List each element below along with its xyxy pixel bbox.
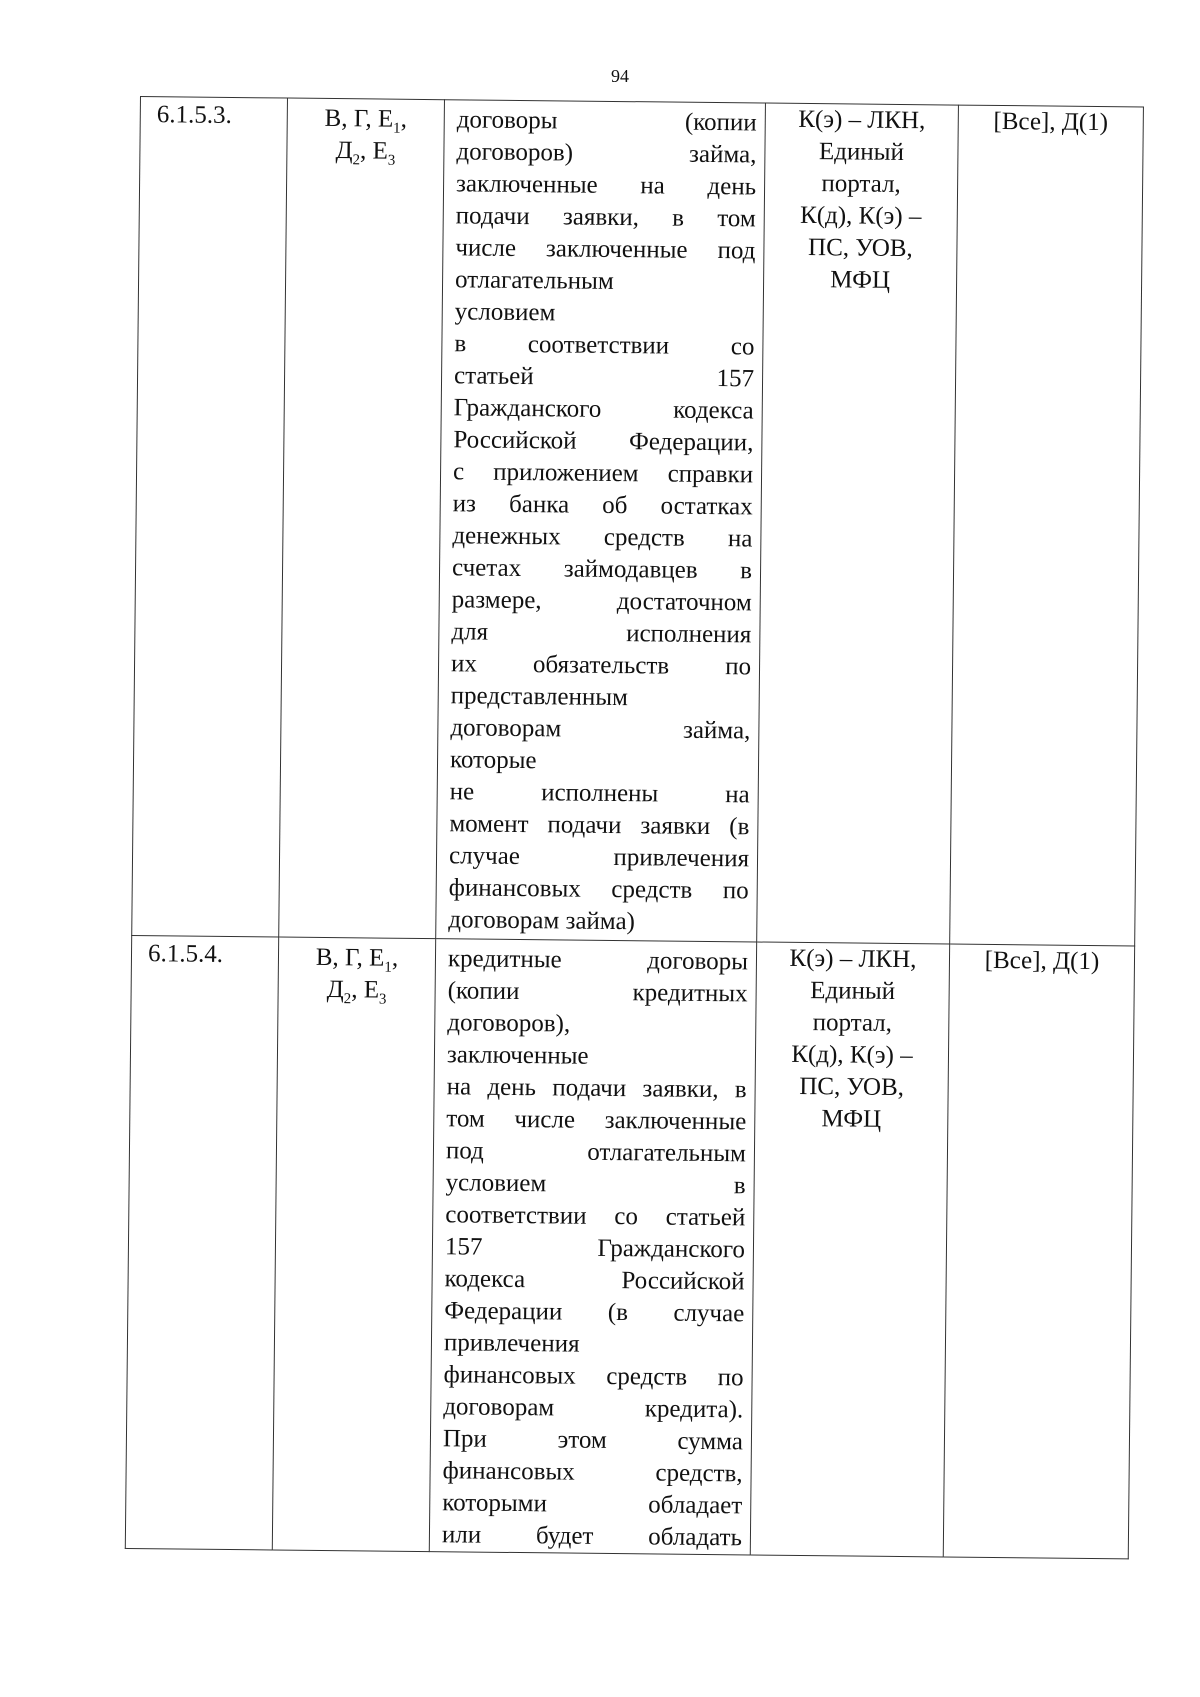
description-line: (копии кредитных [447, 977, 748, 1008]
description-line: договорам кредита). [443, 1393, 744, 1424]
description-line: том числе заключенные [446, 1105, 747, 1136]
category-subscript: 2 [343, 991, 352, 1008]
source-line: К(э) – ЛКН, [798, 105, 926, 135]
category-subscript: 3 [378, 991, 387, 1008]
description-line: заключенные на день [455, 170, 757, 201]
description-line: Российской Федерации, [453, 426, 754, 457]
category-text: , [400, 105, 408, 133]
category-text: , Е [351, 976, 380, 1004]
description-line: которыми обладает [442, 1489, 743, 1520]
source-line: К(э) – ЛКН, [789, 944, 917, 974]
description-line: финансовых средств, [442, 1457, 743, 1488]
requirements-table [125, 96, 1144, 1559]
description-line: финансовых средств по [443, 1361, 744, 1392]
source-line: ПС, УОВ, [799, 1072, 905, 1102]
description-line: в соответствии со [454, 330, 755, 361]
submission-mode: [Все], Д(1) [943, 944, 1134, 1559]
description-line: договоров) займа, [456, 138, 757, 169]
description-line: на день подачи заявки, в [446, 1073, 747, 1104]
description-line: При этом сумма [442, 1425, 744, 1456]
table-row [132, 97, 1144, 946]
applicant-categories [272, 937, 435, 1552]
description-line: привлечения [443, 1329, 580, 1358]
category-text: Д [335, 137, 353, 165]
description-line: финансовых средств по [448, 874, 749, 905]
description-line: отлагательным [454, 266, 614, 295]
source-line: Единый [818, 138, 905, 167]
description-line: Федерации (в случае [444, 1297, 745, 1328]
description-line: договоров), [447, 1009, 571, 1038]
source-line: ПС, УОВ, [807, 234, 913, 263]
source-line: МФЦ [830, 266, 891, 294]
table-row [125, 935, 1134, 1558]
category-subscript: 3 [387, 152, 396, 169]
source-line: Единый [810, 977, 896, 1005]
description-line: 157 Гражданского [444, 1233, 746, 1264]
category-text: , [391, 944, 399, 972]
description-line: не исполнены на [449, 778, 750, 809]
submission-sources [750, 942, 949, 1557]
description-line: Гражданского кодекса [453, 394, 754, 425]
category-text: , Е [359, 137, 388, 165]
source-line: портал, [821, 170, 901, 198]
description-line: счетах займодавцев в [451, 554, 753, 585]
description-line: случае привлечения [448, 842, 750, 873]
description-line: договорам займа, [450, 714, 751, 745]
category-text: В, Г, Е [315, 943, 385, 972]
description-line: условием в [445, 1169, 746, 1200]
description-line: момент подачи заявки (в [449, 810, 750, 841]
description-line: соответствии со статьей [445, 1201, 746, 1232]
description-line: для исполнения [451, 618, 752, 649]
page-number: 94 [611, 66, 629, 86]
category-text: В, Г, Е [324, 104, 394, 133]
category-subscript: 2 [352, 152, 361, 169]
document-description [429, 939, 756, 1555]
category-subscript: 1 [393, 120, 401, 137]
description-line: их обязательств по [450, 650, 752, 681]
applicant-categories [279, 98, 445, 939]
description-line: кодекса Российской [444, 1265, 745, 1296]
source-line: портал, [812, 1009, 893, 1037]
description-line: или будет обладать [441, 1521, 743, 1552]
category-text: Д [326, 976, 344, 1004]
description-line: кредитные договоры [447, 945, 749, 976]
description-line: из банка об остатках [452, 490, 753, 521]
description-line: представленным [450, 682, 629, 712]
description-line: заключенные [446, 1041, 589, 1070]
description-line: которые [449, 746, 537, 775]
item-number: 6.1.5.3. [132, 97, 288, 937]
source-line: МФЦ [821, 1105, 882, 1133]
document-description [436, 100, 766, 942]
description-line: числе заключенные под [455, 234, 756, 265]
source-line: К(д), К(э) – [791, 1040, 913, 1070]
item-number: 6.1.5.4. [125, 935, 278, 1550]
description-line: денежных средств на [452, 522, 753, 553]
description-line: договорам займа) [448, 906, 636, 936]
category-subscript: 1 [384, 959, 392, 976]
description-line: договоры (копии [456, 106, 757, 137]
description-line: условием [454, 298, 556, 327]
description-line: статьей 157 [453, 362, 755, 393]
description-line: с приложением справки [452, 458, 754, 489]
submission-sources [757, 103, 959, 944]
description-line: подачи заявки, в том [455, 202, 756, 233]
description-line: размере, достаточном [451, 586, 752, 617]
source-line: К(д), К(э) – [799, 201, 922, 231]
description-line: под отлагательным [445, 1137, 747, 1168]
submission-mode: [Все], Д(1) [950, 105, 1144, 946]
